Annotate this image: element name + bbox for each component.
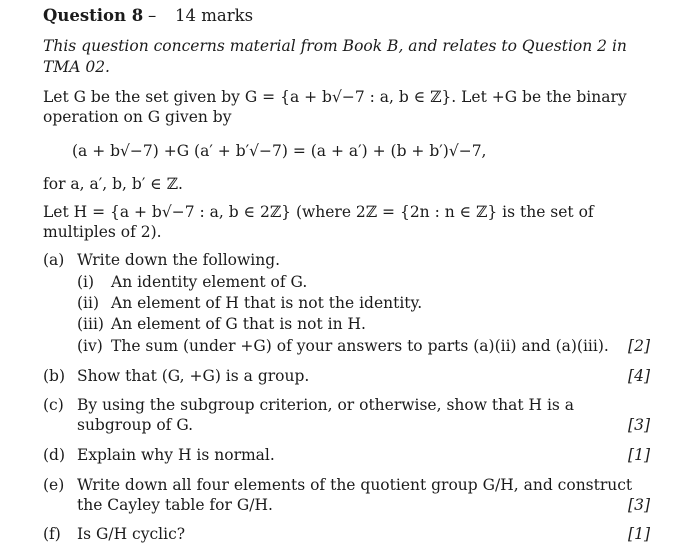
part-f-label: (f) — [43, 525, 61, 543]
definition-h-line-2: multiples of 2). — [43, 223, 162, 241]
part-e-label: (e) — [43, 476, 65, 494]
part-a-text: Write down the following. — [77, 251, 281, 269]
part-a-marks: [2] — [628, 337, 650, 355]
part-b-label: (b) — [43, 367, 66, 385]
part-c-label: (c) — [43, 396, 64, 414]
part-a-iv-label: (iv) — [77, 337, 103, 355]
part-a-i-text: An identity element of G. — [111, 273, 308, 291]
part-c-line-1: By using the subgroup criterion, or otherwise, show that H is a — [77, 396, 575, 414]
operation-formula: (a + b√−7) +G (a′ + b′√−7) = (a + a′) + (b + b′)√−7, — [72, 142, 487, 160]
part-c-marks: [3] — [628, 416, 650, 434]
part-a-iii-label: (iii) — [77, 315, 104, 333]
part-b-text: Show that (G, +G) is a group. — [77, 367, 310, 385]
part-b-marks: [4] — [628, 367, 650, 385]
part-e-line-2: the Cayley table for G/H. — [77, 496, 273, 514]
part-a-iii-text: An element of G that is not in H. — [111, 315, 366, 333]
part-a-ii-label: (ii) — [77, 294, 100, 312]
part-a-iv-text: The sum (under +G) of your answers to parts (a)(ii) and (a)(iii). — [111, 337, 609, 355]
definition-h-line-1: Let H = {a + b√−7 : a, b ∈ 2ℤ} (where 2ℤ = {2n : n ∈ ℤ} is the set of — [43, 203, 594, 221]
part-a-ii-text: An element of H that is not the identity. — [111, 294, 423, 312]
part-e-line-1: Write down all four elements of the quotient group G/H, and construct — [77, 476, 633, 494]
part-f-marks: [1] — [628, 525, 650, 543]
intro-line-1: This question concerns material from Book B, and relates to Question 2 in — [43, 37, 627, 55]
part-a-i-label: (i) — [77, 273, 95, 291]
for-clause: for a, a′, b, b′ ∈ ℤ. — [43, 175, 183, 193]
header-dash: – — [148, 6, 157, 25]
definition-g-line-2: operation on G given by — [43, 108, 232, 126]
part-d-text: Explain why H is normal. — [77, 446, 275, 464]
intro-line-2: TMA 02. — [43, 58, 110, 76]
part-d-marks: [1] — [628, 446, 650, 464]
part-c-line-2: subgroup of G. — [77, 416, 194, 434]
question-title: Question 8 — [43, 6, 144, 25]
part-e-marks: [3] — [628, 496, 650, 514]
part-f-text: Is G/H cyclic? — [77, 525, 186, 543]
part-a-label: (a) — [43, 251, 65, 269]
definition-g-line-1: Let G be the set given by G = {a + b√−7 : a, b ∈ ℤ}. Let +G be the binary — [43, 88, 627, 106]
part-d-label: (d) — [43, 446, 66, 464]
question-marks: 14 marks — [175, 6, 254, 25]
